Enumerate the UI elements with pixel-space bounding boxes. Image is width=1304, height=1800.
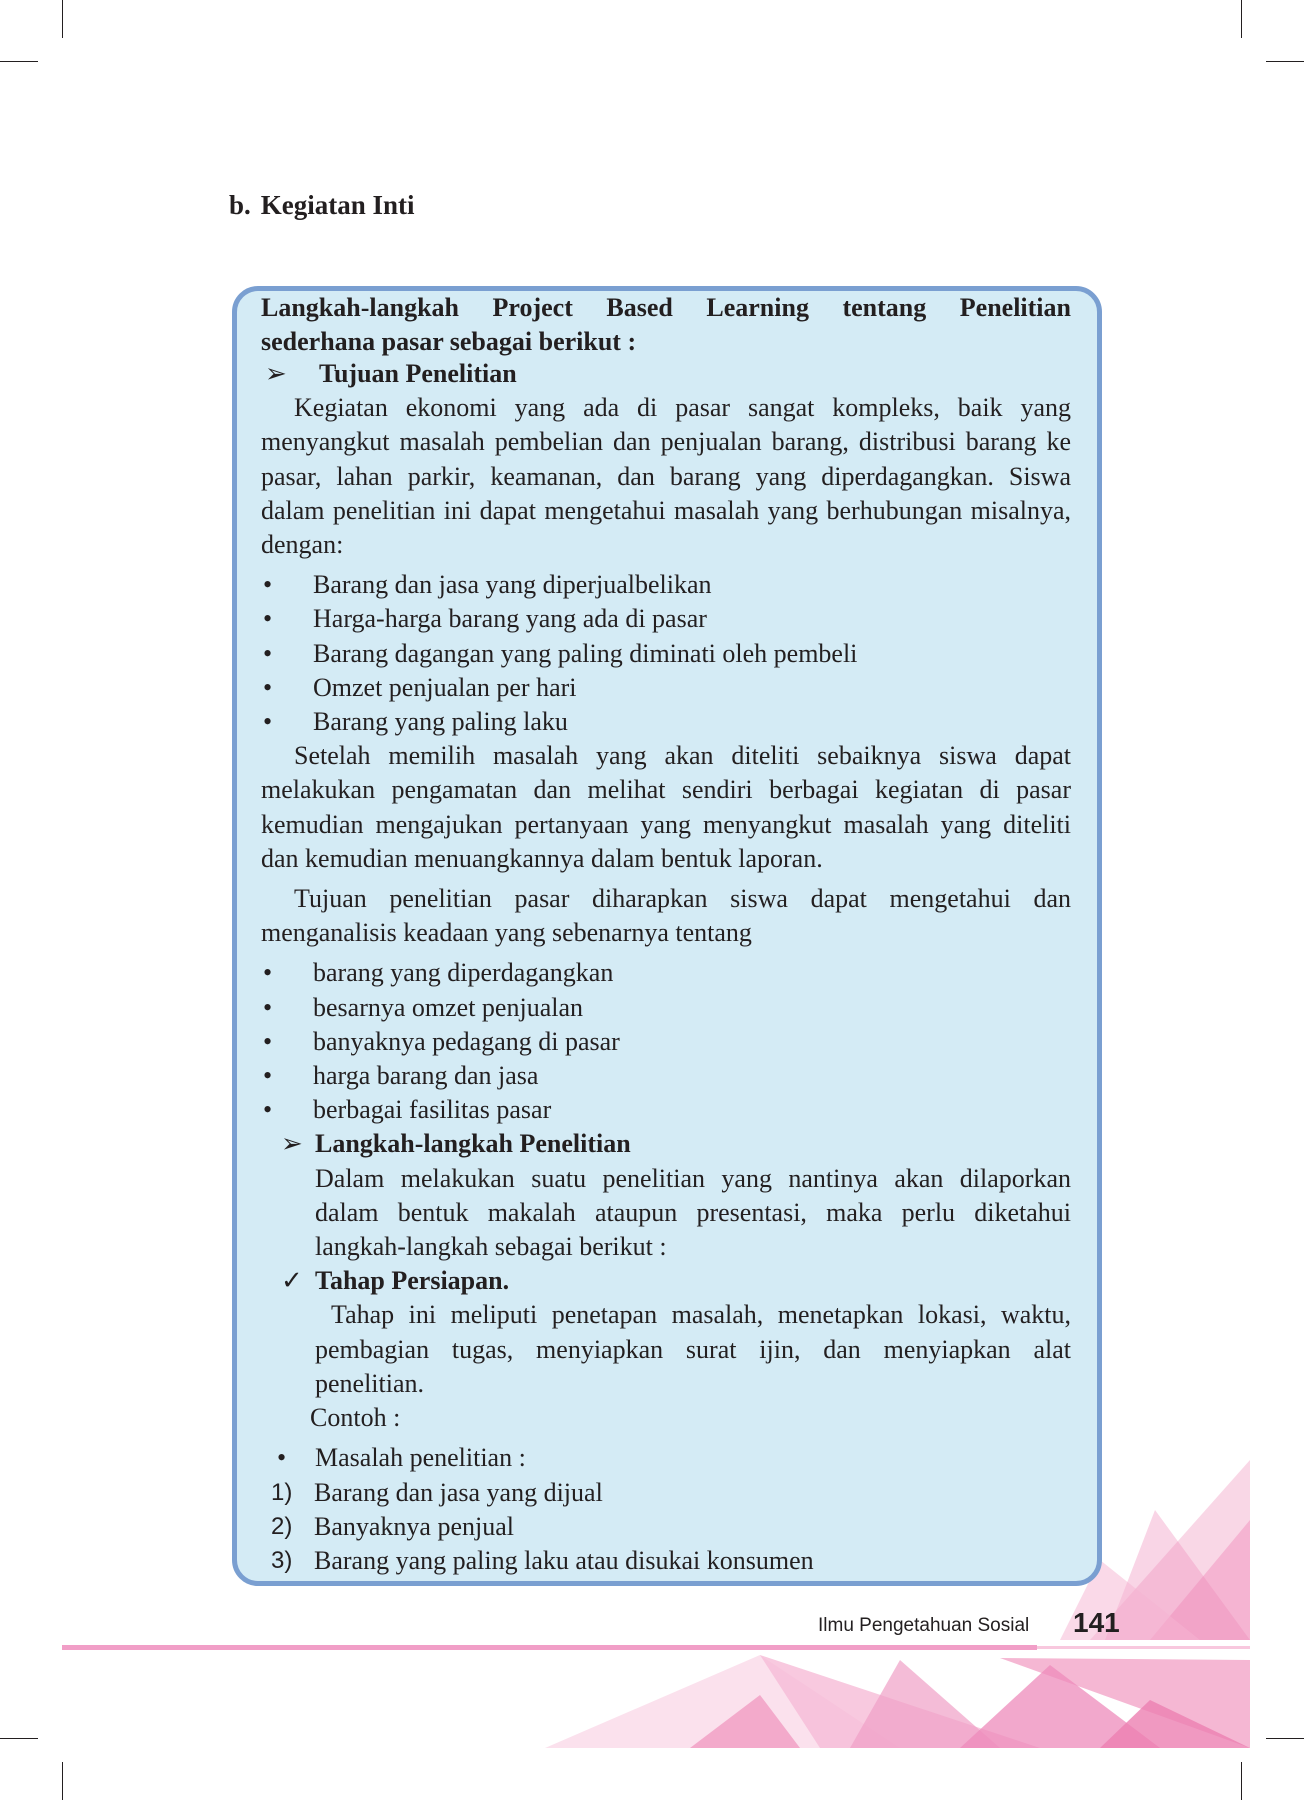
intro-line-1: Langkah-langkah Project Based Learning tentang Penelitian: [261, 293, 1071, 322]
langkah-heading: [261, 1127, 1071, 1161]
bullet-icon: •: [263, 1095, 273, 1125]
langkah-heading-text: Langkah-langkah Penelitian: [315, 1129, 631, 1159]
list-item: • Harga-harga barang yang ada di pasar: [261, 602, 1071, 636]
tujuan-section: [261, 357, 1071, 1578]
bullet-icon: •: [263, 992, 273, 1022]
list-item: • Omzet penjualan per hari: [261, 671, 1071, 705]
list-item: • Barang dagangan yang paling diminati oleh pembeli: [261, 637, 1071, 671]
langkah-paragraph: Dalam melakukan suatu penelitian yang nantinya akan dilaporkan dalam bentuk makalah ataupun presentasi, maka perlu diketahui langkah-langkah sebagai berikut :: [315, 1163, 1071, 1262]
tujuan-paragraph-2: Setelah memilih masalah yang akan diteliti sebaiknya siswa dapat melakukan pengamatan dan melihat sendiri berbagai kegiatan di pasar kemudian mengajukan pertanyaan yang menyangkut masalah yang diteliti dan kemudian menuangkannya dalam bentuk laporan.: [261, 741, 1071, 873]
section-letter: b.: [229, 190, 251, 220]
list-item: 1) Barang dan jasa yang dijual: [271, 1477, 603, 1507]
footer-rule: [62, 1645, 1037, 1650]
bullet-icon: •: [263, 672, 273, 702]
tujuan-heading-text: Tujuan Penelitian: [319, 359, 517, 388]
tujuan-bullet-list-2: [261, 956, 1071, 1127]
tujuan-bullet-list: [261, 568, 1071, 739]
content-box: [232, 286, 1102, 1586]
bullet-icon: •: [263, 570, 273, 600]
arrow-bullet-icon: ➢: [281, 1129, 303, 1159]
bullet-icon: •: [277, 1443, 287, 1473]
list-item: • banyaknya pedagang di pasar: [261, 1025, 1071, 1059]
page-number: 141: [1073, 1607, 1120, 1638]
persiapan-paragraph: Tahap ini meliputi penetapan masalah, menetapkan lokasi, waktu, pembagian tugas, menyiapkan surat ijin, dan menyiapkan alat penelitian.: [315, 1300, 1071, 1398]
contoh-label: Contoh :: [310, 1403, 401, 1433]
list-item: • besarnya omzet penjualan: [261, 991, 1071, 1025]
bullet-icon: •: [263, 707, 273, 737]
section-heading: [229, 190, 415, 221]
footer-book-title: Ilmu Pengetahuan Sosial: [818, 1615, 1030, 1636]
list-item: • Masalah penelitian :: [261, 1441, 1071, 1475]
list-item: • berbagai fasilitas pasar: [261, 1093, 1071, 1127]
list-item: 3) Barang yang paling laku atau disukai konsumen: [271, 1545, 814, 1575]
persiapan-heading-text: Tahap Persiapan.: [315, 1266, 510, 1296]
check-icon: ✓: [281, 1266, 303, 1296]
intro-line-2: sederhana pasar sebagai berikut :: [261, 327, 637, 357]
tujuan-heading: [261, 357, 1071, 391]
list-item: • Barang yang paling laku: [261, 705, 1071, 739]
arrow-bullet-icon: ➢: [265, 359, 287, 388]
intro: [261, 291, 1071, 359]
tujuan-paragraph-3: Tujuan penelitian pasar diharapkan siswa dapat mengetahui dan menganalisis keadaan yang sebenarnya tentang: [261, 884, 1071, 948]
section-title: Kegiatan Inti: [260, 190, 415, 220]
numbered-list: [261, 1476, 1071, 1579]
bullet-icon: •: [263, 1061, 273, 1091]
masalah-list: [261, 1441, 1071, 1475]
list-item: • barang yang diperdagangkan: [261, 956, 1071, 990]
persiapan-heading: [261, 1264, 1071, 1298]
footer-rule-light: [1037, 1646, 1250, 1649]
bullet-icon: •: [263, 638, 273, 668]
bullet-icon: •: [263, 604, 273, 634]
list-item: • Barang dan jasa yang diperjualbelikan: [261, 568, 1071, 602]
bullet-icon: •: [263, 958, 273, 988]
bullet-icon: •: [263, 1026, 273, 1056]
tujuan-paragraph: Kegiatan ekonomi yang ada di pasar sangat kompleks, baik yang menyangkut masalah pembelian dan penjualan barang, distribusi barang ke pasar, lahan parkir, keamanan, dan barang yang diperdagangkan. Siswa dalam penelitian ini dapat mengetahui masalah yang berhubungan misalnya, dengan:: [261, 393, 1071, 560]
list-item: • harga barang dan jasa: [261, 1059, 1071, 1093]
list-item: 2) Banyaknya penjual: [271, 1511, 514, 1541]
